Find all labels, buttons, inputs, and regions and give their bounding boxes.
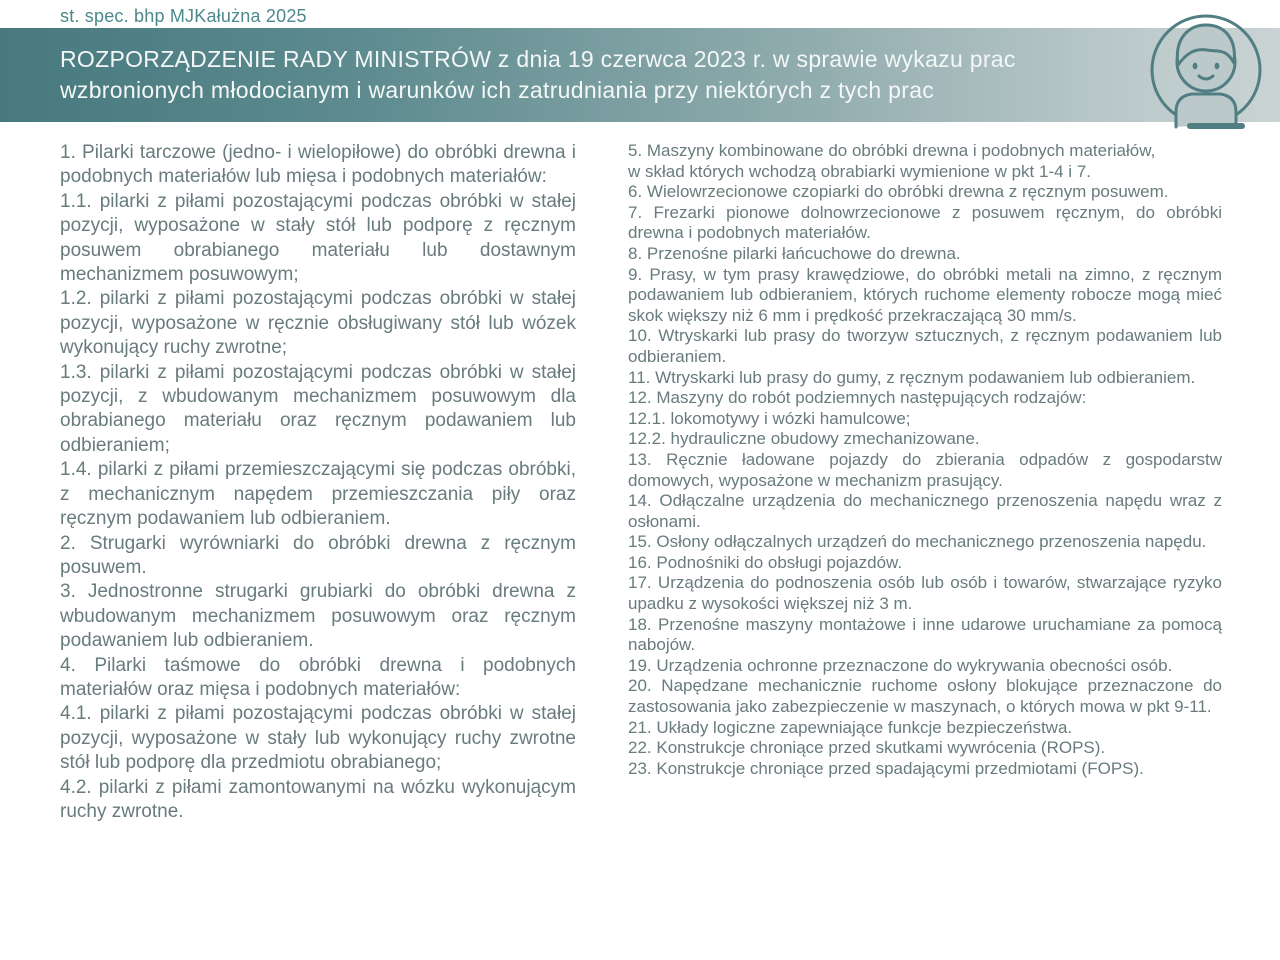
list-item: 16. Podnośniki do obsługi pojazdów. <box>628 552 903 572</box>
list-item: 3. Jednostronne strugarki grubiarki do obróbki drewna z wbudowanym mechanizmem posuwowym oraz ręcznym podawaniem lub odbieraniem. <box>60 581 576 652</box>
list-item: 12. Maszyny do robót podziemnych następujących rodzajów: <box>628 388 1087 408</box>
list-item: 22. Konstrukcje chroniące przed skutkami wywrócenia (ROPS). <box>628 738 1106 758</box>
list-item: 6. Wielowrzecionowe czopiarki do obróbki drewna z ręcznym posuwem. <box>628 182 1169 202</box>
list-item: 17. Urządzenia do podnoszenia osób lub osób i towarów, stwarzające ryzyko upadku z wysokości większej niż 3 m. <box>628 573 1222 614</box>
list-item: 20. Napędzane mechanicznie ruchome osłony blokujące przeznaczone do zastosowania jako zabezpieczenie w maszynach, o których mowa w pkt 9-11. <box>628 676 1222 717</box>
icon-eye-right <box>1215 63 1220 70</box>
list-item: 14. Odłączalne urządzenia do mechanicznego przenoszenia napędu wraz z osłonami. <box>628 491 1222 531</box>
icon-eye-left <box>1193 63 1198 70</box>
list-item: 5. Maszyny kombinowane do obróbki drewna i podobnych materiałów, <box>628 141 1156 160</box>
list-item: 1.3. pilarki z piłami pozostającymi podczas obróbki w stałej pozycji, z wbudowanym mechanizmem posuwowym dla obrabianego materiału oraz ręcznym podawaniem lub odbieraniem; <box>60 361 576 456</box>
slide-title <box>0 44 1016 106</box>
boy-face-icon <box>1145 8 1267 130</box>
list-item: 1.4. pilarki z piłami przemieszczającymi się podczas obróbki, z mechanicznym napędem przemieszczania piły oraz ręcznym podawaniem lub odbieraniem. <box>60 459 576 530</box>
list-item: 9. Prasy, w tym prasy krawędziowe, do obróbki metali na zimno, z ręcznym podawaniem lub odbieraniem, których ruchome elementy robocze mogą mieć skok większy niż 6 mm i prędkość przekraczającą 30 mm/s. <box>628 264 1222 325</box>
list-item: 7. Frezarki pionowe dolnowrzecionowe z posuwem ręcznym, do obróbki drewna i podobnych materiałów. <box>628 202 1222 243</box>
slide-title-line1: ROZPORZĄDZENIE RADY MINISTRÓW z dnia 19 czerwca 2023 r. w sprawie wykazu prac <box>60 46 1016 72</box>
list-item: 4.2. pilarki z piłami zamontowanymi na wózku wykonującym ruchy zwrotne. <box>60 776 576 822</box>
list-item: 10. Wtryskarki lub prasy do tworzyw sztucznych, z ręcznym podawaniem lub odbieraniem. <box>628 326 1222 366</box>
list-item: 19. Urządzenia ochronne przeznaczone do wykrywania obecności osób. <box>628 655 1173 675</box>
list-item: 4.1. pilarki z piłami pozostającymi podczas obróbki w stałej pozycji, wyposażone w stały lub wykonujący ruchy zwrotne stół lub podporę dla przedmiotu obrabianego; <box>60 703 576 774</box>
list-item: 12.2. hydrauliczne obudowy zmechanizowane. <box>628 429 980 449</box>
list-item: 18. Przenośne maszyny montażowe i inne udarowe uruchamiane za pomocą nabojów. <box>628 614 1222 655</box>
list-item: 23. Konstrukcje chroniące przed spadającymi przedmiotami (FOPS). <box>628 758 1144 778</box>
right-column <box>628 141 1222 824</box>
list-item: 2. Strugarki wyrówniarki do obróbki drewna z ręcznym posuwem. <box>60 532 576 578</box>
icon-torso <box>1176 94 1236 127</box>
list-item: 1. Pilarki tarczowe (jedno- i wielopiłowe) do obróbki drewna i podobnych materiałów lub mięsa i podobnych materiałów: <box>60 142 576 188</box>
list-item: 13. Ręcznie ładowane pojazdy do zbierania odpadów z gospodarstw domowych, wyposażone w mechanizm prasujący. <box>628 449 1222 490</box>
list-item: 1.1. pilarki z piłami pozostającymi podczas obróbki w stałej pozycji, wyposażone w stały stół lub podporę z ręcznym posuwem obrabianego materiału lub dostawnym mechanizmem posuwowym; <box>60 190 576 286</box>
left-column <box>60 141 576 824</box>
title-banner <box>0 28 1280 122</box>
list-item: 11. Wtryskarki lub prasy do gumy, z ręcznym podawaniem lub odbieraniem. <box>628 367 1196 387</box>
list-item: 8. Przenośne pilarki łańcuchowe do drewna. <box>628 243 961 263</box>
list-item: 12.1. lokomotywy i wózki hamulcowe; <box>628 408 911 428</box>
list-item: 21. Układy logiczne zapewniające funkcje bezpieczeństwa. <box>628 717 1073 737</box>
credit-text: st. spec. bhp MJKałużna 2025 <box>60 6 307 26</box>
list-item: 4. Pilarki taśmowe do obróbki drewna i podobnych materiałów oraz mięsa i podobnych materiałów: <box>60 654 576 700</box>
list-item: 1.2. pilarki z piłami pozostającymi podczas obróbki w stałej pozycji, wyposażone w ręcznie obsługiwany stół lub wózek wykonujący ruchy zwrotne; <box>60 288 576 359</box>
slide-title-line2: wzbronionych młodocianym i warunków ich zatrudniania przy niektórych z tych prac <box>60 77 935 103</box>
content-columns <box>60 141 1222 824</box>
list-item: 15. Osłony odłączalnych urządzeń do mechanicznego przenoszenia napędu. <box>628 532 1207 552</box>
list-item: w skład których wchodzą obrabiarki wymienione w pkt 1-4 i 7. <box>628 161 1091 181</box>
